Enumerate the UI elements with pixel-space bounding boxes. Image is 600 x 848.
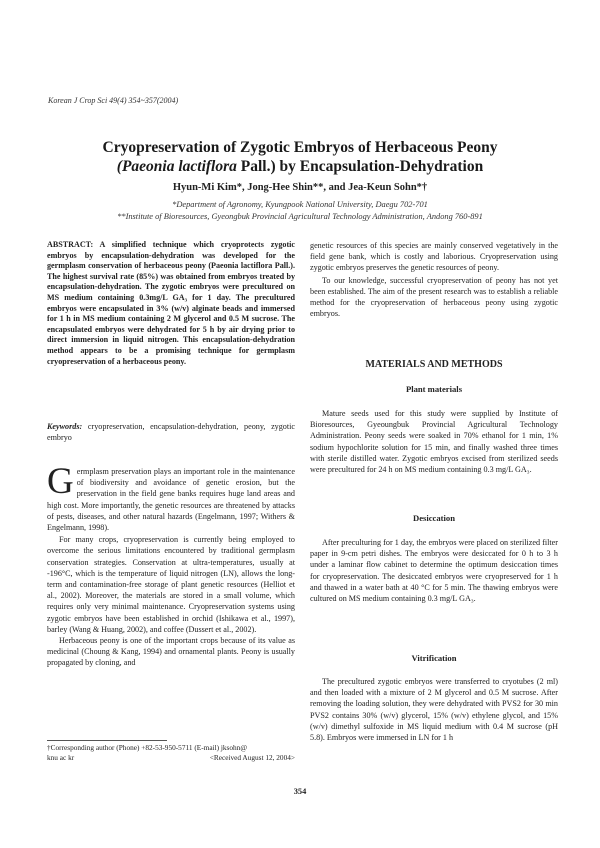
desiccation-section: [310, 537, 558, 604]
footnote-line-2: [47, 753, 295, 763]
right-paragraph-1: genetic resources of this species are mainly conserved vegetatively in the field gene bank, which is costly and laborious. Cryopreservation using zygotic embryos preserves the genetic resources of peony.: [310, 241, 558, 273]
intro-paragraph-3: Herbaceous peony is one of the important crops because of its value as medicinal (Choung & Kang, 1994) and ornamental plants. Peony is usually propagated by cloning, and: [47, 636, 295, 668]
title-line-2: [40, 158, 560, 176]
intro-continued: [310, 240, 558, 319]
desiccation-text: After preculturing for 1 day, the embryos were placed on sterilized filter paper in 9-cm petri dishes. The embryos were desiccated for 0 h to 3 h under a laminar flow cabinet to determine the optimum desiccation times for cryopreservation. The desiccated embryos were cryopreserved for 1 h and thawed in a water bath at 40 °C for 5 min. The thawing embryos were cultured on MS medium containing 0.3 mg/L GA₃.: [310, 538, 558, 604]
intro-paragraph-1: ermplasm preservation plays an important role in the maintenance of biodiversity and avoidance of genetic erosion, but the preservation in the field gene banks requires huge land areas and high cost. More importantly, the genetic resources are threatened by attacks of pests, diseases, and other natural hazards (Engelmann, 1997; Withers & Engelmann, 1998).: [47, 467, 295, 533]
title-line-2-rest: Pall.) by Encapsulation-Dehydration: [236, 158, 484, 175]
drop-cap: G: [47, 461, 74, 502]
methods-heading: MATERIALS AND METHODS: [365, 359, 503, 370]
right-paragraph-2: To our knowledge, successful cryopreservation of peony has not yet been established. The aim of the present research was to establish a reliable method for the cryopreservation of herbaceous peony using zygotic embryos.: [310, 275, 558, 319]
title-line-1: Cryopreservation of Zygotic Embryos of Herbaceous Peony: [102, 139, 498, 156]
affiliation-2: **Institute of Bioresources, Gyeongbuk Provincial Agricultural Technology Administration, Andong 760-891: [117, 212, 483, 221]
abstract-text: ABSTRACT: A simplified technique which cryoprotects zygotic embryos by encapsulation-dehydration was developed for the germplasm conservation of herbaceous peony (Paeonia lactiflora Pall.). The highest survival rate (85%) was obtained from embryos treated by encapsulation-dehydration. The zygotic embryos were precultured on MS medium containing 0.3mg/L GA₃ for 1 day. The precultured embryos were encapsulated in 3% (w/v) alginate beads and immersed for 1 h in MS medium containing 2 M glycerol and 0.5 M sucrose. The encapsulated embryos were dehydrated for 5 h by air drying prior to direct immersion in liquid nitrogen. This encapsulation-dehydration method appears to be a promising technique for germplasm cryopreservation of a herbaceous peony.: [47, 240, 295, 366]
keywords-list: cryopreservation, encapsulation-dehydration, peony, zygotic embryo: [47, 422, 295, 443]
plant-materials-section: [310, 408, 558, 475]
received-date: <Received August 12, 2004>: [209, 753, 295, 762]
footnote-email-end: knu ac kr: [47, 753, 75, 762]
vitrification-section: [310, 676, 558, 743]
page-number: 354: [293, 787, 307, 796]
abstract: [47, 240, 295, 367]
journal-citation: Korean J Crop Sci 49(4) 354~357(2004): [48, 96, 179, 105]
species-name: (Paeonia lactiflora: [116, 158, 237, 175]
plant-materials-text: Mature seeds used for this study were supplied by Institute of Bioresources, Gyeoungbuk Provincial Agricultural Technology Administration. Peony seeds were soaked in 70% ethanol for 1 min, 1% sodium hypochlorite solution for 15 min, and finally washed three times with sterile distilled water. Zygotic embryos excised from sterilized seeds were precultured for 24 h on MS medium containing 0.3 mg/L GA₃.: [310, 409, 558, 475]
intro-paragraph-2: For many crops, cryopreservation is currently being employed to overcome the serious limitations encountered by traditional germplasm conservation strategies. Conservation at ultra-temperatures, usually at -196°C, which is the temperature of liquid nitrogen (LN), allows the long-term and contamination-free storage of plant genetic resources (Helliot et al., 2002). Moreover, the materials are stored in a small volume, which requires only very minimal maintenance. Cryopreservation systems using zygotic embryos have been established in orchid (Ishikawa et al., 1997), barley (Wang & Huang, 2002), and coffee (Dussert et al., 2002).: [47, 535, 295, 634]
plant-materials-heading: Plant materials: [405, 384, 463, 394]
vitrification-text: The precultured zygotic embryos were transferred to cryotubes (2 ml) and then loaded with a mixture of 2 M glycerol and 0.5 M sucrose. After removing the loading solution, they were dehydrated with PVS2 for 30 min PVS2 contains 30% (w/v) glycerol, 15% (w/v) ethylene glycol, and 15% (w/v) dimethyl sulfoxide in MS liquid medium with 0.4 M sucrose (pH 5.8). Embryos were immersed in LN for 1 h: [310, 677, 558, 743]
vitrification-heading: Vitrification: [411, 653, 457, 663]
footnote: [47, 743, 295, 763]
affiliation-1: *Department of Agronomy, Kyungpook National University, Daegu 702-701: [172, 200, 428, 209]
authors: Hyun-Mi Kim*, Jong-Hee Shin**, and Jea-Keun Sohn*†: [172, 182, 428, 193]
keywords-label: Keywords:: [47, 422, 83, 431]
keywords: [47, 421, 295, 443]
footnote-line-1: †Corresponding author (Phone) +82-53-950-5711 (E-mail) jksohn@: [47, 743, 248, 752]
footnote-divider: [47, 740, 167, 741]
introduction: [47, 461, 295, 669]
desiccation-heading: Desiccation: [412, 513, 455, 523]
